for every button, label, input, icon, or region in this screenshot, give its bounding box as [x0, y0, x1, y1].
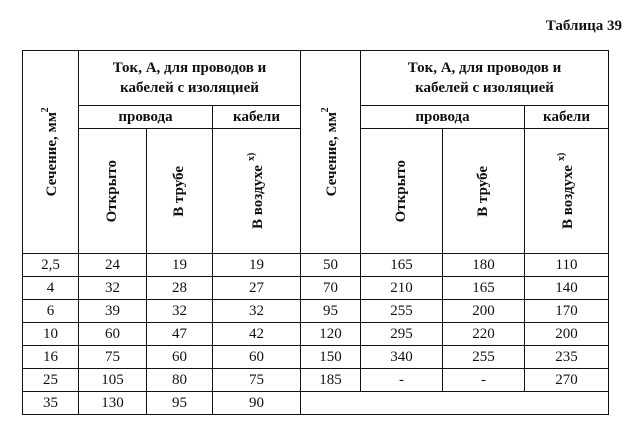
wires-header-left: провода	[79, 106, 213, 129]
table-cell: -	[361, 369, 443, 392]
table-cell: 140	[525, 277, 609, 300]
table-cell: 32	[147, 300, 213, 323]
table-row	[23, 369, 609, 392]
current-header-left: Ток, А, для проводов и кабелей с изоляцией	[79, 51, 301, 106]
open-header-right: Открыто	[361, 129, 443, 254]
in-air-header-left: В воздухе $^{х)}$	[213, 129, 301, 254]
table-cell: 80	[147, 369, 213, 392]
current-table	[22, 50, 609, 415]
table-cell: 180	[443, 254, 525, 277]
table-cell: -	[443, 369, 525, 392]
table-cell: 110	[525, 254, 609, 277]
table-cell: 95	[301, 300, 361, 323]
table-cell: 39	[79, 300, 147, 323]
table-cell: 32	[213, 300, 301, 323]
table-cell: 75	[79, 346, 147, 369]
cables-header-right: кабели	[525, 106, 609, 129]
table-cell: 165	[443, 277, 525, 300]
table-cell: 235	[525, 346, 609, 369]
table-row	[23, 300, 609, 323]
table-row	[23, 392, 609, 415]
table-caption: Таблица 39	[545, 18, 622, 34]
table-cell: 170	[525, 300, 609, 323]
cables-header-left: кабели	[213, 106, 301, 129]
table-cell: 28	[147, 277, 213, 300]
table-cell: 32	[79, 277, 147, 300]
empty-cell	[301, 392, 609, 415]
table-cell: 150	[301, 346, 361, 369]
table-cell: 185	[301, 369, 361, 392]
table-cell: 165	[361, 254, 443, 277]
table-cell: 60	[213, 346, 301, 369]
table-cell: 340	[361, 346, 443, 369]
table-cell: 95	[147, 392, 213, 415]
table-cell: 255	[443, 346, 525, 369]
table-cell: 19	[147, 254, 213, 277]
table-cell: 24	[79, 254, 147, 277]
table-cell: 47	[147, 323, 213, 346]
in-pipe-header-right: В трубе	[443, 129, 525, 254]
table-cell: 27	[213, 277, 301, 300]
table-cell: 210	[361, 277, 443, 300]
in-air-header-right: В воздухе $^{х)}$	[525, 129, 609, 254]
table-cell: 2,5	[23, 254, 79, 277]
table-row	[23, 346, 609, 369]
table-cell: 120	[301, 323, 361, 346]
table-row	[23, 277, 609, 300]
table-cell: 255	[361, 300, 443, 323]
table-cell: 19	[213, 254, 301, 277]
table-cell: 16	[23, 346, 79, 369]
table-cell: 35	[23, 392, 79, 415]
in-pipe-header-left: В трубе	[147, 129, 213, 254]
table-cell: 10	[23, 323, 79, 346]
table-cell: 60	[147, 346, 213, 369]
current-header-right: Ток, А, для проводов и кабелей с изоляцией	[361, 51, 609, 106]
table-cell: 4	[23, 277, 79, 300]
table-cell: 42	[213, 323, 301, 346]
table-cell: 200	[525, 323, 609, 346]
table-row	[23, 254, 609, 277]
table-cell: 220	[443, 323, 525, 346]
table-cell: 130	[79, 392, 147, 415]
table-cell: 295	[361, 323, 443, 346]
table-cell: 70	[301, 277, 361, 300]
wires-header-right: провода	[361, 106, 525, 129]
table-row	[23, 323, 609, 346]
table-cell: 50	[301, 254, 361, 277]
section-header-right: Сечение, $мм^2$	[301, 51, 361, 254]
table-cell: 105	[79, 369, 147, 392]
open-header-left: Открыто	[79, 129, 147, 254]
table-cell: 75	[213, 369, 301, 392]
table-cell: 6	[23, 300, 79, 323]
table-cell: 25	[23, 369, 79, 392]
table-cell: 60	[79, 323, 147, 346]
table-cell: 270	[525, 369, 609, 392]
table-cell: 200	[443, 300, 525, 323]
section-header-left: Сечение, $мм^2$	[23, 51, 79, 254]
table-cell: 90	[213, 392, 301, 415]
